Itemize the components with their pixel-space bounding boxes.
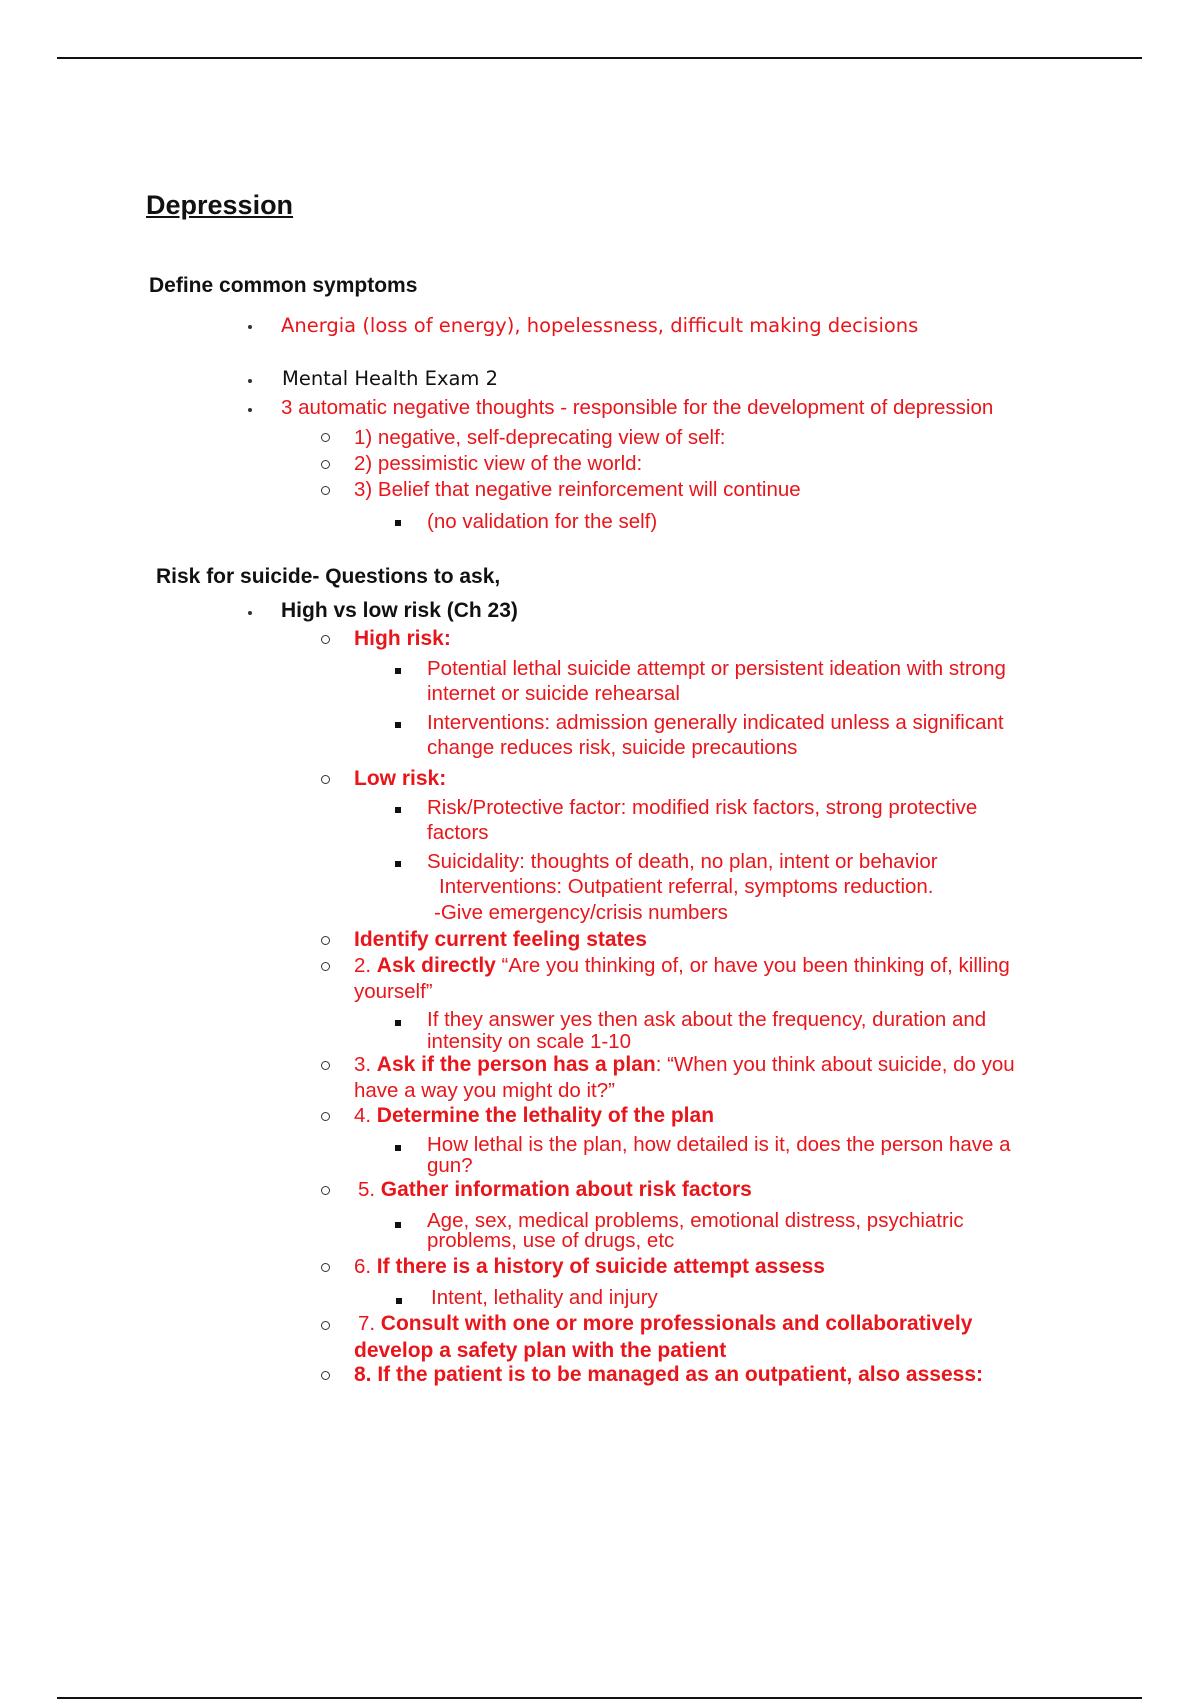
square-bullet xyxy=(395,861,401,867)
bullet-dot xyxy=(248,325,252,329)
question-1: Identify current feeling states xyxy=(354,928,647,951)
question-6 xyxy=(354,1255,825,1279)
question-8: 8. If the patient is to be managed as an outpatient, also assess: xyxy=(354,1363,983,1386)
circle-bullet xyxy=(321,433,330,442)
symptoms-bullet-3: 3 automatic negative thoughts - responsible for the development of depression xyxy=(281,396,994,419)
circle-bullet xyxy=(321,1321,330,1330)
square-bullet xyxy=(396,1298,402,1304)
circle-bullet xyxy=(321,1186,330,1195)
square-bullet xyxy=(395,1020,401,1026)
thought-3-note: (no validation for the self) xyxy=(427,510,658,533)
question-3 xyxy=(354,1053,1015,1077)
circle-bullet xyxy=(321,635,330,644)
question-7-bold: Consult with one or more professionals and collaboratively xyxy=(380,1312,973,1335)
question-4-sub-cont: gun? xyxy=(427,1154,473,1177)
high-risk-item-1-cont: internet or suicide rehearsal xyxy=(427,682,680,705)
bullet-dot xyxy=(248,408,252,412)
square-bullet xyxy=(395,807,401,813)
low-risk-item-2-cont2: -Give emergency/crisis numbers xyxy=(434,901,728,924)
question-2-number: 2. xyxy=(354,954,377,977)
question-3-bold: Ask if the person has a plan xyxy=(376,1053,656,1076)
question-5-sub: Age, sex, medical problems, emotional distress, psychiatric xyxy=(427,1209,964,1232)
square-bullet xyxy=(395,1222,401,1228)
risk-bullet-1: High vs low risk (Ch 23) xyxy=(281,599,518,622)
circle-bullet xyxy=(321,1371,330,1380)
circle-bullet xyxy=(321,486,330,495)
circle-bullet xyxy=(321,1112,330,1121)
question-7 xyxy=(358,1312,972,1336)
question-4-sub: How lethal is the plan, how detailed is it, does the person have a xyxy=(427,1133,1011,1156)
question-6-sub: Intent, lethality and injury xyxy=(431,1286,658,1309)
question-4-number: 4. xyxy=(354,1104,377,1127)
low-risk-item-1: Risk/Protective factor: modified risk factors, strong protective xyxy=(427,796,978,819)
low-risk-item-2-cont: Interventions: Outpatient referral, symptoms reduction. xyxy=(439,875,934,898)
low-risk-label: Low risk: xyxy=(354,767,447,790)
question-5-number: 5. xyxy=(358,1178,381,1201)
question-3-text: : “When you think about suicide, do you xyxy=(655,1053,1015,1076)
question-5-bold: Gather information about risk factors xyxy=(380,1178,752,1201)
question-2 xyxy=(354,954,1010,978)
question-2-sub: If they answer yes then ask about the frequency, duration and xyxy=(427,1008,987,1031)
thought-1: 1) negative, self-deprecating view of self: xyxy=(354,426,726,449)
symptoms-heading: Define common symptoms xyxy=(149,274,418,297)
square-bullet xyxy=(395,520,401,526)
bottom-rule xyxy=(57,1697,1142,1699)
question-5-sub-cont: problems, use of drugs, etc xyxy=(427,1229,675,1252)
square-bullet xyxy=(395,722,401,728)
question-6-bold: If there is a history of suicide attempt assess xyxy=(376,1255,825,1278)
question-3-number: 3. xyxy=(354,1053,377,1076)
high-risk-item-2-cont: change reduces risk, suicide precautions xyxy=(427,736,798,759)
high-risk-label: High risk: xyxy=(354,627,451,650)
question-2-text: “Are you thinking of, or have you been thinking of, killing xyxy=(495,954,1010,977)
question-4 xyxy=(354,1104,714,1128)
question-2-bold: Ask directly xyxy=(376,954,496,977)
circle-bullet xyxy=(321,1263,330,1272)
square-bullet xyxy=(395,668,401,674)
question-2-cont: yourself” xyxy=(354,980,433,1003)
thought-3: 3) Belief that negative reinforcement will continue xyxy=(354,478,801,501)
square-bullet xyxy=(395,1145,401,1151)
low-risk-item-1-cont: factors xyxy=(427,821,489,844)
question-6-number: 6. xyxy=(354,1255,377,1278)
circle-bullet xyxy=(321,936,330,945)
circle-bullet xyxy=(321,962,330,971)
question-7-cont: develop a safety plan with the patient xyxy=(354,1339,727,1362)
question-5 xyxy=(358,1178,752,1202)
question-3-cont: have a way you might do it?” xyxy=(354,1079,615,1102)
low-risk-item-2: Suicidality: thoughts of death, no plan, intent or behavior xyxy=(427,850,938,873)
page-title: Depression xyxy=(146,190,294,220)
circle-bullet xyxy=(321,460,330,469)
circle-bullet xyxy=(321,1061,330,1070)
high-risk-item-2: Interventions: admission generally indicated unless a significant xyxy=(427,711,1004,734)
thought-2: 2) pessimistic view of the world: xyxy=(354,452,643,475)
risk-heading: Risk for suicide- Questions to ask, xyxy=(156,565,501,588)
symptoms-bullet-1: Anergia (loss of energy), hopelessness, difficult making decisions xyxy=(281,314,919,337)
bullet-dot xyxy=(248,611,252,615)
question-2-sub-cont: intensity on scale 1-10 xyxy=(427,1030,631,1053)
high-risk-item-1: Potential lethal suicide attempt or persistent ideation with strong xyxy=(427,657,1006,680)
question-4-bold: Determine the lethality of the plan xyxy=(376,1104,715,1127)
bullet-dot xyxy=(248,379,252,383)
question-7-number: 7. xyxy=(358,1312,381,1335)
symptoms-bullet-2: Mental Health Exam 2 xyxy=(282,367,499,390)
circle-bullet xyxy=(321,775,330,784)
